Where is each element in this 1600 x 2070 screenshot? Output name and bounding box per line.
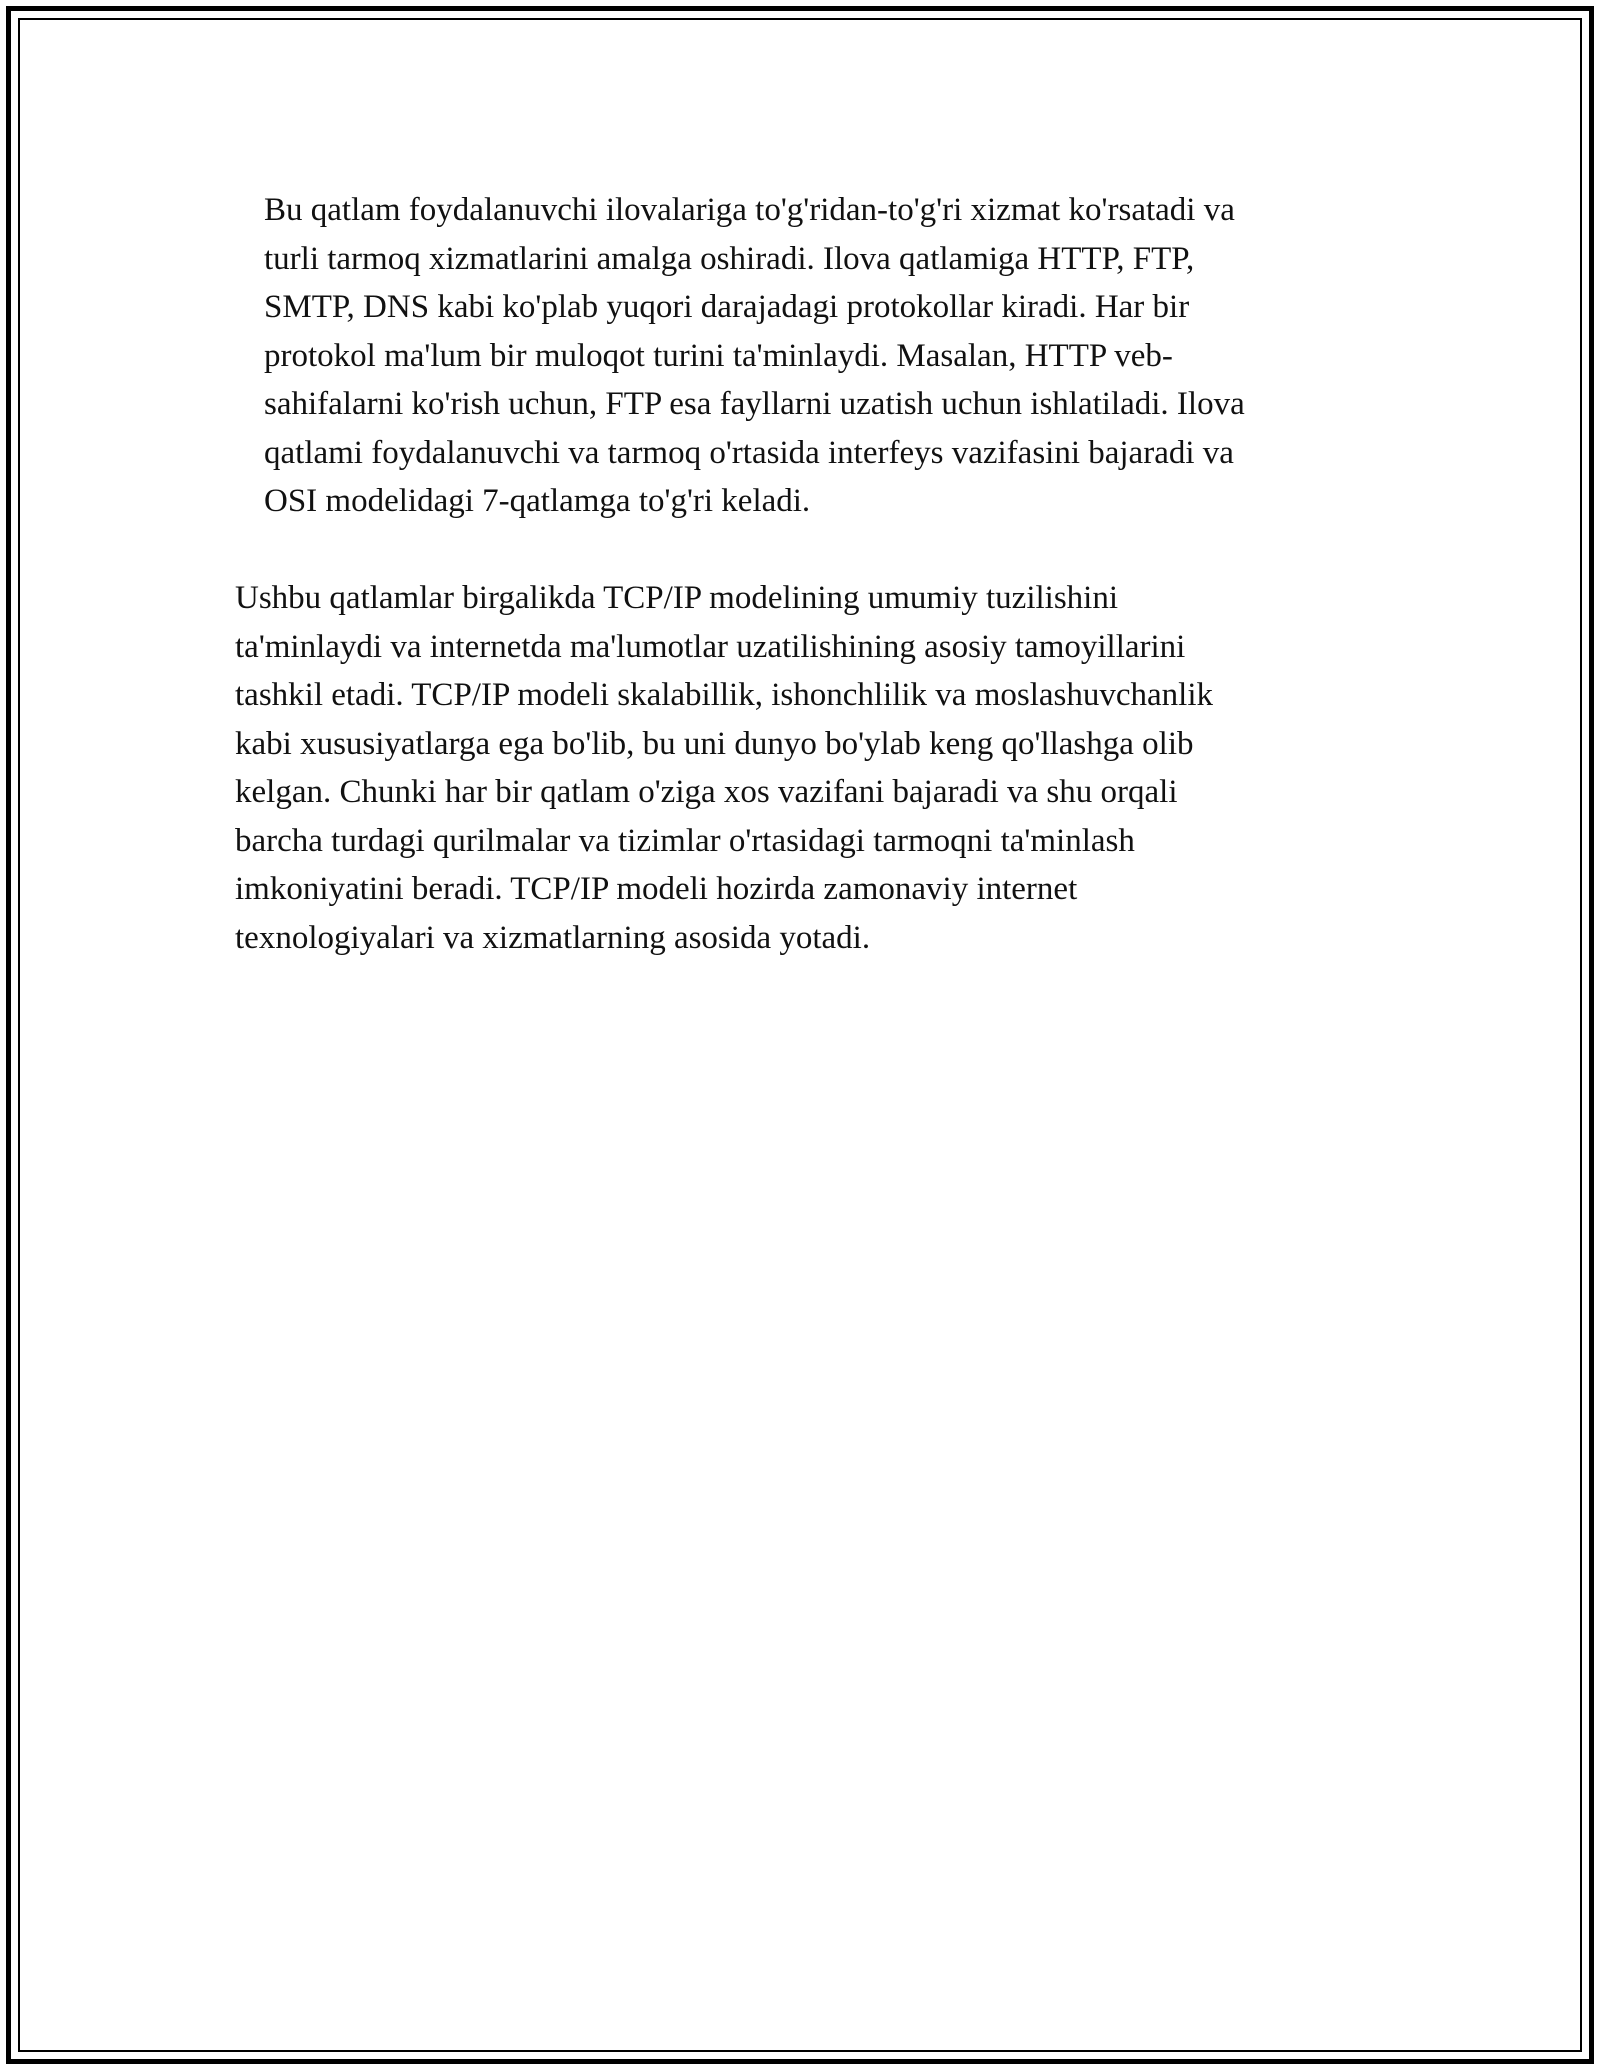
text-line: Ushbu qatlamlar birgalikda TCP/IP modelining umumiy tuzilishini bbox=[235, 580, 1119, 616]
text-line: protokol ma'lum bir muloqot turini ta'minlaydi. Masalan, HTTP veb- bbox=[264, 337, 1173, 374]
text-line: tashkil etadi. TCP/IP modeli skalabillik, ishonchlilik va moslashuvchanlik bbox=[235, 677, 1213, 713]
document-body bbox=[235, 186, 1365, 962]
text-line: barcha turdagi qurilmalar va tizimlar o'rtasidagi tarmoqni ta'minlash bbox=[235, 822, 1135, 859]
text-line: kabi xususiyatlarga ega bo'lib, bu uni dunyo bo'ylab keng qo'llashga olib bbox=[235, 725, 1194, 762]
paragraph-tcpip-summary bbox=[235, 574, 1365, 962]
paragraph-application-layer bbox=[235, 186, 1365, 526]
text-line: texnologiyalari va xizmatlarning asosida yotadi. bbox=[235, 919, 871, 956]
text-line: imkoniyatini beradi. TCP/IP modeli hozirda zamonaviy internet bbox=[235, 871, 1078, 907]
text-line: qatlami foydalanuvchi va tarmoq o'rtasida interfeys vazifasini bajaradi va bbox=[264, 434, 1234, 471]
text-line: sahifalarni ko'rish uchun, FTP esa fayllarni uzatish uchun ishlatiladi. Ilova bbox=[264, 386, 1245, 422]
text-line: kelgan. Chunki har bir qatlam o'ziga xos vazifani bajaradi va shu orqali bbox=[235, 774, 1178, 810]
text-line: ta'minlaydi va internetda ma'lumotlar uzatilishining asosiy tamoyillarini bbox=[235, 628, 1186, 665]
text-line: turli tarmoq xizmatlarini amalga oshiradi. Ilova qatlamiga HTTP, FTP, bbox=[264, 240, 1195, 277]
text-line: SMTP, DNS kabi ko'plab yuqori darajadagi protokollar kiradi. Har bir bbox=[264, 289, 1190, 325]
text-line: Bu qatlam foydalanuvchi ilovalariga to'g'ridan-to'g'ri xizmat ko'rsatadi va bbox=[264, 192, 1235, 228]
text-line: OSI modelidagi 7-qatlamga to'g'ri keladi. bbox=[264, 483, 811, 519]
